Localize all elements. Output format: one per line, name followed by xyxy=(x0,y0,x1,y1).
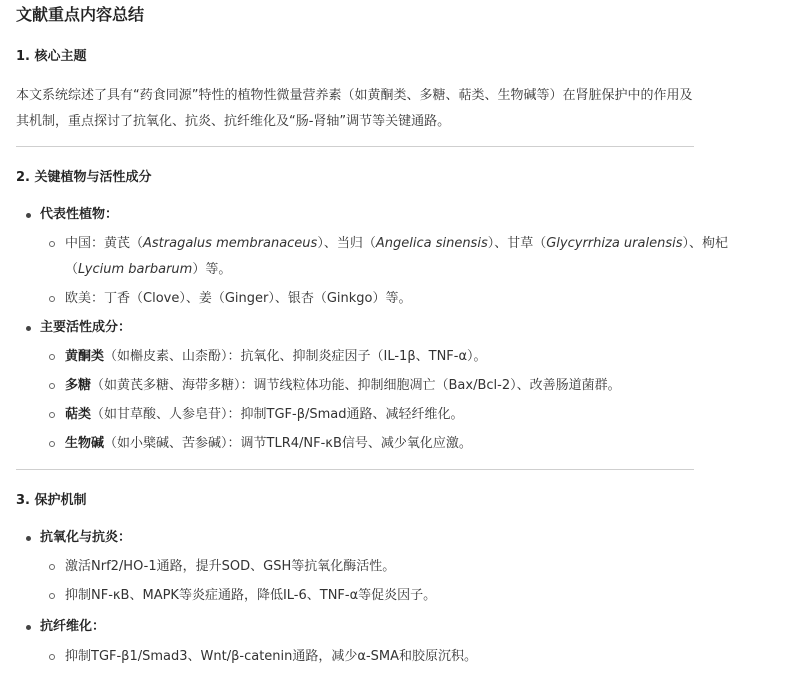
list-item-representative-plants xyxy=(0,202,760,228)
sub-bullet-icon xyxy=(49,354,55,360)
china-text-1: 中国：黄芪（ xyxy=(65,236,144,251)
section-heading-core-theme: 1. 核心主题 xyxy=(16,49,87,64)
list-item-active-components xyxy=(0,315,760,341)
latin-name-angelica: Angelica sinensis xyxy=(375,236,488,251)
core-theme-paragraph: 本文系统综述了具有“药食同源”特性的植物性微量营养素（如黄酮类、多糖、萜类、生物碱等）在肾脏保护中的作用及其机制，重点探讨了抗氧化、抗炎、抗纤维化及“肠-肾轴”调节等关键通路。 xyxy=(16,88,693,129)
list-item-nfkb xyxy=(0,583,805,609)
china-text-7: ）、枸杞（ xyxy=(65,236,728,277)
component-text: （如小檗碱、苦参碱）：调节TLR4/NF-κB信号、减少氧化应激。 xyxy=(104,436,472,451)
china-text-5: ）、甘草（ xyxy=(487,236,547,251)
latin-name-lycium: Lycium barbarum xyxy=(78,262,193,277)
component-name: 生物碱 xyxy=(65,436,105,451)
latin-name-glycyrrhiza: Glycyrrhiza uralensis xyxy=(546,236,683,251)
list-item-tgf xyxy=(0,644,805,670)
bullet-icon xyxy=(26,625,31,630)
mechanism-text: 抑制NF-κB、MAPK等炎症通路，降低IL-6、TNF-α等促炎因子。 xyxy=(65,588,437,603)
list-item-flavonoids xyxy=(0,344,805,370)
list-item-label: 抗氧化与抗炎： xyxy=(40,530,132,545)
china-text-3: ）、当归（ xyxy=(317,236,376,251)
sub-bullet-icon xyxy=(49,383,55,389)
component-name: 萜类 xyxy=(65,407,92,422)
sub-bullet-icon xyxy=(49,296,55,302)
bullet-icon xyxy=(26,213,31,218)
sub-bullet-icon xyxy=(49,564,55,570)
mechanism-text: 抑制TGF-β1/Smad3、Wnt/β-catenin通路，减少α-SMA和胶原沉积。 xyxy=(65,649,478,664)
list-item-antifibrosis xyxy=(0,614,760,640)
mechanism-text: 激活Nrf2/HO-1通路，提升SOD、GSH等抗氧化酶活性。 xyxy=(65,559,396,574)
list-item-label: 主要活性成分： xyxy=(40,320,132,335)
china-text-9: ）等。 xyxy=(192,262,232,277)
bullet-icon xyxy=(26,536,31,541)
page-title: 文献重点内容总结 xyxy=(16,5,145,24)
list-item-nrf2 xyxy=(0,554,805,580)
list-item-antioxidant-antiinflammatory xyxy=(0,525,760,551)
section-heading-mechanisms: 3. 保护机制 xyxy=(16,493,87,508)
divider xyxy=(16,146,694,147)
bullet-icon xyxy=(26,326,31,331)
sub-bullet-icon xyxy=(49,241,55,247)
component-text: （如黄芪多糖、海带多糖）：调节线粒体功能、抑制细胞凋亡（Bax/Bcl-2）、改善肠道菌群。 xyxy=(91,378,621,393)
list-item-terpenoids xyxy=(0,402,805,428)
list-item-label: 代表性植物： xyxy=(40,207,119,222)
sub-bullet-icon xyxy=(49,412,55,418)
list-item-label: 抗纤维化： xyxy=(40,619,106,634)
list-item-polysaccharides xyxy=(0,373,805,399)
section-heading-plants: 2. 关键植物与活性成分 xyxy=(16,170,152,185)
component-text: （如甘草酸、人参皂苷）：抑制TGF-β/Smad通路、减轻纤维化。 xyxy=(91,407,464,422)
list-item-alkaloids xyxy=(0,431,805,457)
component-text: （如槲皮素、山柰酚）：抗氧化、抑制炎症因子（IL-1β、TNF-α）。 xyxy=(104,349,487,364)
list-item-china-plants xyxy=(0,231,805,283)
sub-bullet-icon xyxy=(49,593,55,599)
latin-name-astragalus: Astragalus membranaceus xyxy=(143,236,318,251)
divider xyxy=(16,469,694,470)
sub-bullet-icon xyxy=(49,654,55,660)
component-name: 多糖 xyxy=(65,378,92,393)
western-plants-text: 欧美：丁香（Clove）、姜（Ginger）、银杏（Ginkgo）等。 xyxy=(65,291,412,306)
list-item-western-plants xyxy=(0,286,805,312)
component-name: 黄酮类 xyxy=(65,349,105,364)
sub-bullet-icon xyxy=(49,441,55,447)
